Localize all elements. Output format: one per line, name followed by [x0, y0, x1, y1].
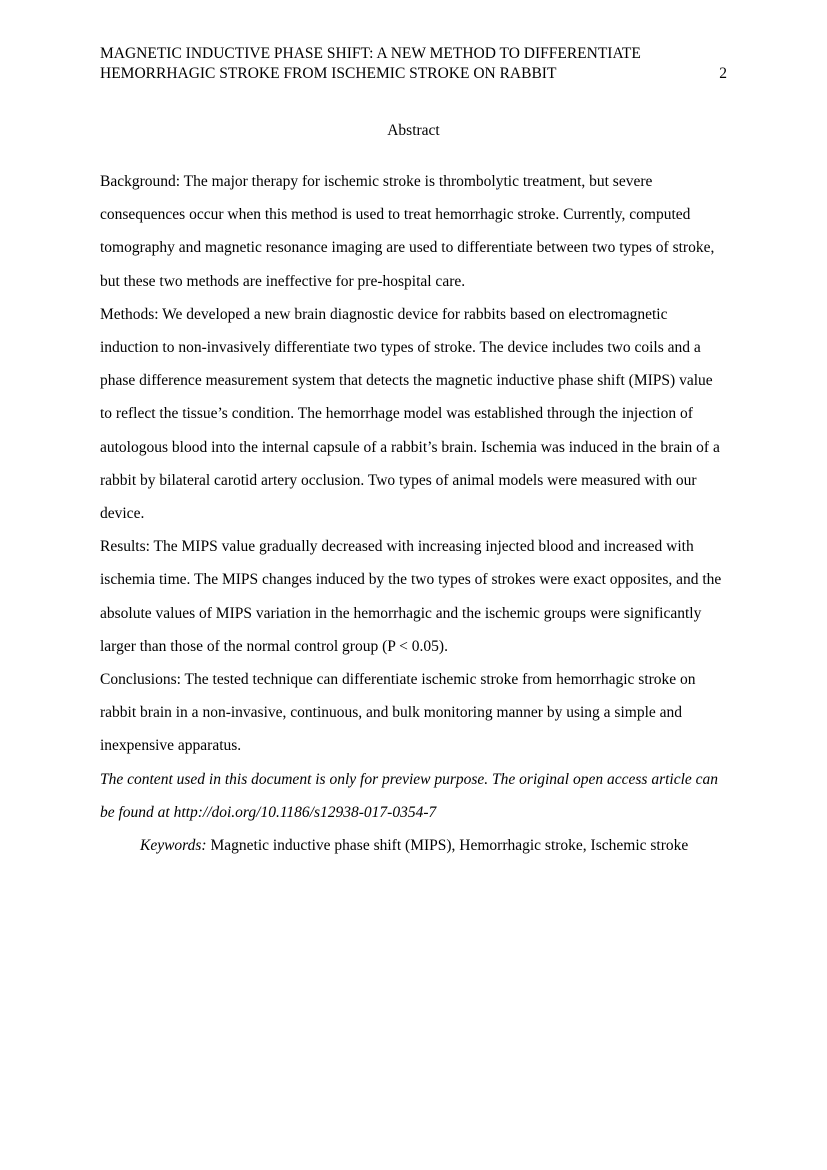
running-head-title-line-1: MAGNETIC INDUCTIVE PHASE SHIFT: A NEW METHOD TO DIFFERENTIATE [100, 45, 641, 62]
keywords-text: Magnetic inductive phase shift (MIPS), Hemorrhagic stroke, Ischemic stroke [210, 837, 689, 855]
abstract-body [100, 165, 727, 862]
abstract-background: Background: The major therapy for ischemic stroke is thrombolytic treatment, but severe consequences occur when this method is used to treat hemorrhagic stroke. Currently, computed tomography and magnetic resonance imaging are used to differentiate between two types of stroke, but these two methods are ineffective for pre-hospital care. [100, 173, 715, 290]
abstract-results: Results: The MIPS value gradually decreased with increasing injected blood and increased with ischemia time. The MIPS changes induced by the two types of strokes were exact opposites, and the absolute values of MIPS variation in the hemorrhagic and the ischemic groups were significantly larger than those of the normal control group (P < 0.05). [100, 538, 722, 655]
keywords-label: Keywords: [140, 837, 207, 855]
running-head [100, 44, 727, 84]
page-number: 2 [719, 65, 727, 82]
preview-note: The content used in this document is only for preview purpose. The original open access article can be found at http://doi.org/10.1186/s12938-017-0354-7 [100, 770, 719, 821]
keywords [100, 829, 727, 862]
running-head-title-line-2: HEMORRHAGIC STROKE FROM ISCHEMIC STROKE ON RABBIT [100, 65, 557, 82]
abstract-heading: Abstract [387, 122, 440, 139]
abstract-methods: Methods: We developed a new brain diagnostic device for rabbits based on electromagnetic induction to non-invasively differentiate two types of stroke. The device includes two coils and a phase difference measurement system that detects the magnetic inductive phase shift (MIPS) value to reflect the tissue’s condition. The hemorrhage model was established through the injection of autologous blood into the internal capsule of a rabbit’s brain. Ischemia was induced in the brain of a rabbit by bilateral carotid artery occlusion. Two types of animal models were measured with our device. [100, 305, 720, 523]
abstract-conclusions: Conclusions: The tested technique can differentiate ischemic stroke from hemorrhagic stroke on rabbit brain in a non-invasive, continuous, and bulk monitoring manner by using a simple and inexpensive apparatus. [100, 671, 696, 755]
